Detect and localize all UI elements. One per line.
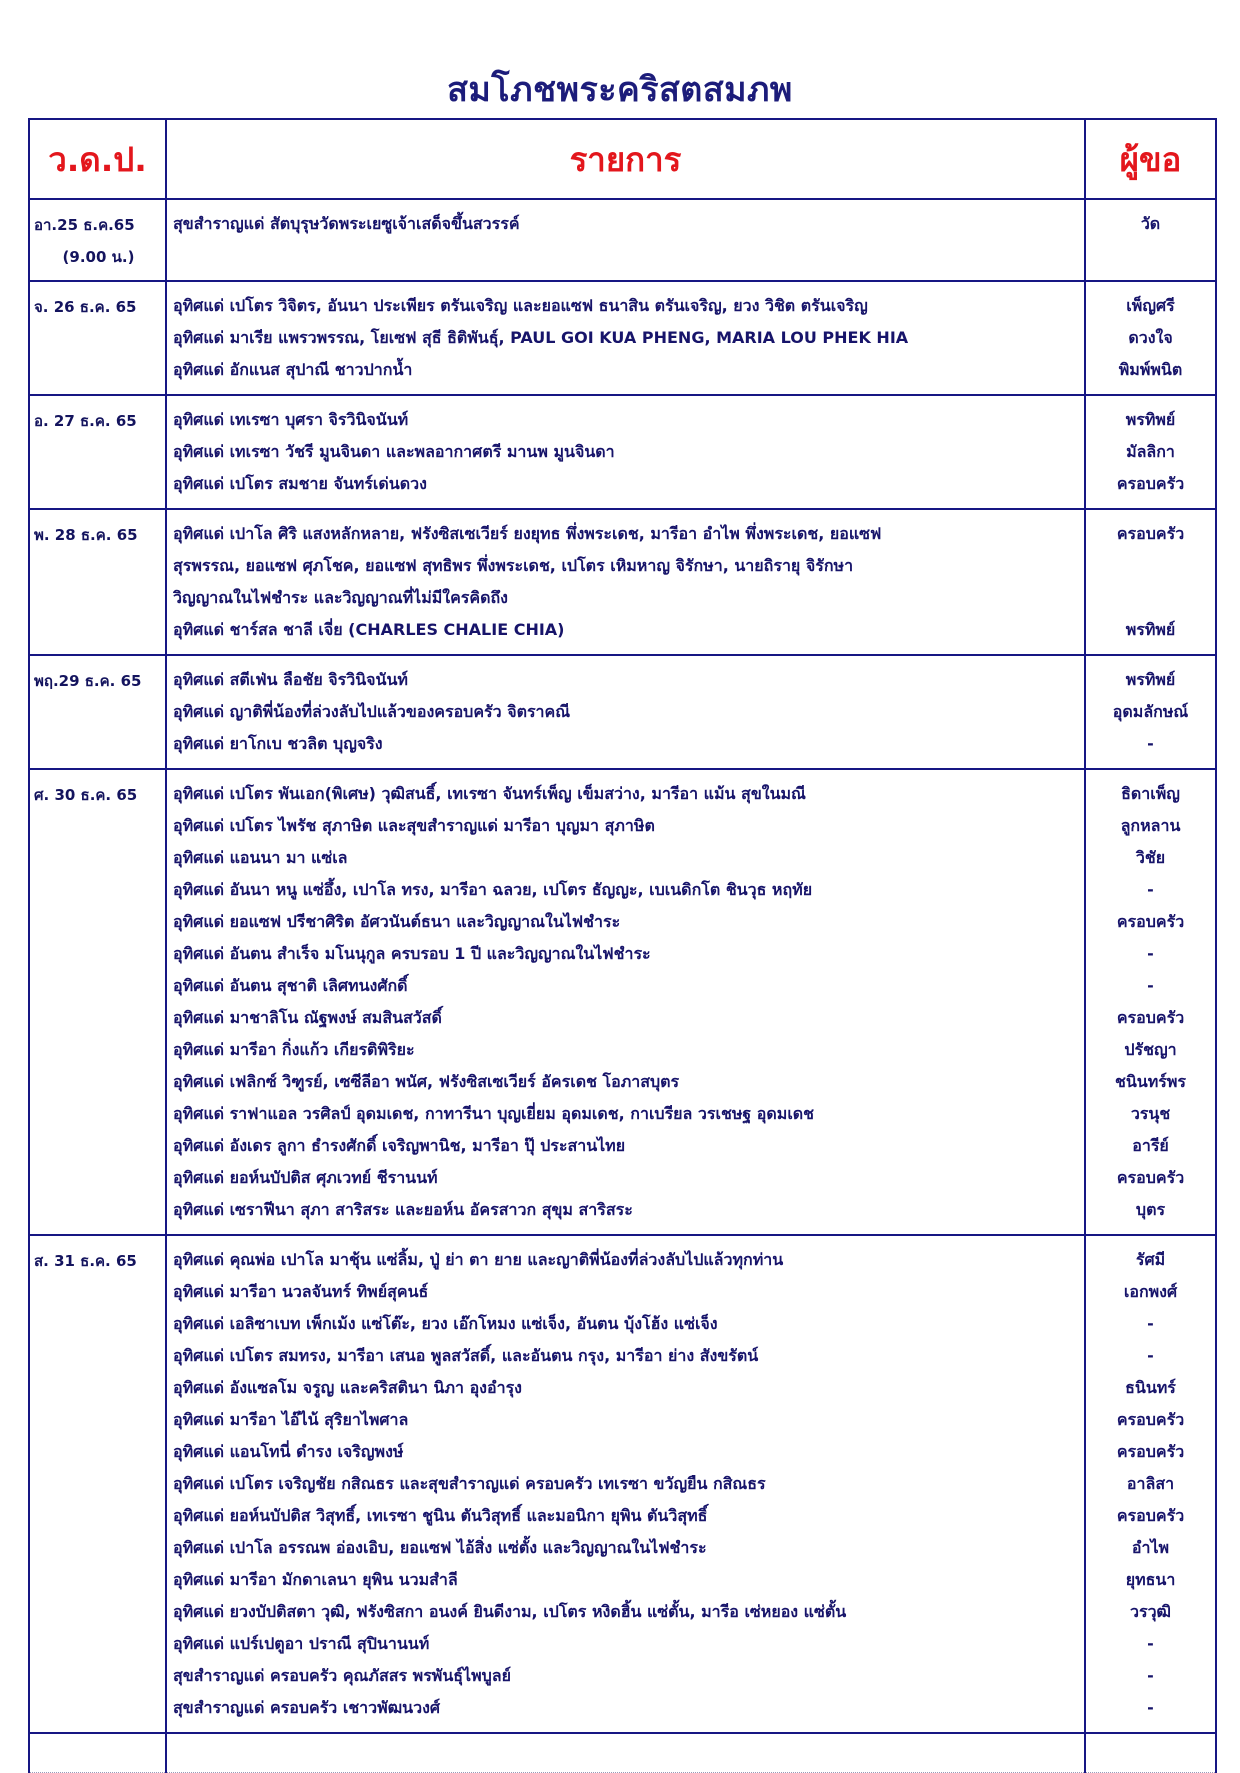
intention-line: อุทิศแด่ ยอห์นบัปติส วิสุทธิ์, เทเรซา ชูนิน ตันวิสุทธิ์ และมอนิกา ยุพิน ตันวิสุทธิ์ bbox=[173, 1506, 708, 1525]
intention-line: อุทิศแด่ สตีเฟ่น ลือชัย จิรวินิจนันท์ bbox=[173, 670, 408, 689]
intention-line: อุทิศแด่ เปาโล ศิริ แสงหลักหลาย, ฟรังซิสเซเวียร์ ยงยุทธ พึ่งพระเดช, มารีอา อำไพ พึ่งพระเดช, ยอแซฟ bbox=[173, 524, 882, 543]
row-requesters bbox=[1085, 395, 1216, 509]
empty-cell bbox=[29, 1733, 166, 1773]
requester-name: - bbox=[1147, 1314, 1154, 1333]
requester-name: อาลิสา bbox=[1126, 1474, 1175, 1493]
intention-line: อุทิศแด่ แอนโทนี่ ดำรง เจริญพงษ์ bbox=[173, 1442, 404, 1461]
requester-name: - bbox=[1147, 1666, 1154, 1685]
intention-line: สุรพรรณ, ยอแซฟ ศุภโชค, ยอแซฟ สุทธิพร พึ่งพระเดช, เปโตร เหิมหาญ จิรักษา, นายถิรายุ จิรักษา bbox=[173, 556, 854, 575]
date-time-text: (9.00 น.) bbox=[62, 248, 135, 266]
requester-name: ยุทธนา bbox=[1125, 1570, 1176, 1589]
intention-line: อุทิศแด่ คุณพ่อ เปาโล มาชุ้น แซ่ลิ้ม, ปู่ ย่า ตา ยาย และญาติพี่น้องที่ล่วงลับไปแล้วทุกท่าน bbox=[173, 1250, 784, 1269]
row-requesters bbox=[1085, 769, 1216, 1235]
row-items bbox=[166, 655, 1085, 769]
date-text: จ. 26 ธ.ค. 65 bbox=[34, 298, 137, 316]
requester-name: ครอบครัว bbox=[1116, 1008, 1185, 1027]
row-requesters bbox=[1085, 281, 1216, 395]
intention-line: อุทิศแด่ เปโตร พันเอก(พิเศษ) วุฒิสนธิ์, เทเรซา จันทร์เพ็ญ เข็มสว่าง, มารีอา แม้น สุขในมณี bbox=[173, 784, 806, 803]
requester-name: วัด bbox=[1140, 214, 1161, 233]
requester-name: - bbox=[1147, 1346, 1154, 1365]
requester-name: อุดมลักษณ์ bbox=[1112, 702, 1189, 721]
intention-line: อุทิศแด่ อันตน สุชาติ เลิศทนงศักดิ์ bbox=[173, 976, 408, 995]
intention-line: อุทิศแด่ อันนา หนู แซ่อึ้ง, เปาโล ทรง, มารีอา ฉลวย, เปโตร ธัญญะ, เบเนดิกโต ชินวุธ หฤทัย bbox=[173, 880, 813, 899]
intention-line: อุทิศแด่ เปโตร ไพรัช สุภาษิต และสุขสำราญแด่ มารีอา บุญมา สุภาษิต bbox=[173, 816, 655, 835]
table-header-row bbox=[29, 119, 1216, 199]
intention-line: อุทิศแด่ ยอแซฟ ปรีชาศิริต อัศวนันต์ธนา และวิญญาณในไฟชำระ bbox=[173, 912, 621, 931]
row-date bbox=[29, 769, 166, 1235]
intention-line: อุทิศแด่ เอลิซาเบท เพ็กเม้ง แซ่โต๊ะ, ยวง เอ๊กโหมง แซ่เจ็ง, อันตน บุ้งโฮ้ง แซ่เจ็ง bbox=[173, 1314, 718, 1333]
intention-line: อุทิศแด่ ยวงบัปติสตา วุฒิ, ฟรังซิสกา อนงค์ ยินดีงาม, เปโตร หงิดฮิ้น แซ่ตั้น, มารีอ เซ่หยอง แซ่ตั้น bbox=[173, 1602, 847, 1621]
intention-line: อุทิศแด่ อังเดร ลูกา ธำรงศักดิ์ เจริญพานิช, มารีอา ปุ๊ ประสานไทย bbox=[173, 1136, 626, 1155]
requester-name: พิมพ์พนิต bbox=[1118, 360, 1183, 379]
intention-line: อุทิศแด่ เปโตร วิจิตร, อันนา ประเพียร ตรันเจริญ และยอแซฟ ธนาสิน ตรันเจริญ, ยวง วิชิต ตรันเจริญ bbox=[173, 296, 868, 315]
row-date bbox=[29, 281, 166, 395]
requester-name: ครอบครัว bbox=[1116, 1506, 1185, 1525]
date-text: อา.25 ธ.ค.65 bbox=[34, 216, 135, 234]
requester-name: ครอบครัว bbox=[1116, 1442, 1185, 1461]
intention-line: อุทิศแด่ ชาร์สล ชาลี เจี่ย (CHARLES CHALIE CHIA) bbox=[173, 620, 565, 639]
intention-line: อุทิศแด่ เทเรซา บุศรา จิรวินิจนันท์ bbox=[173, 410, 409, 429]
intention-line: อุทิศแด่ ยาโกเบ ชวลิต บุญจริง bbox=[173, 734, 383, 753]
intention-line: อุทิศแด่ อักแนส สุปาณี ชาวปากน้ำ bbox=[173, 360, 413, 379]
row-requesters bbox=[1085, 655, 1216, 769]
intention-line: อุทิศแด่ ญาติพี่น้องที่ล่วงลับไปแล้วของครอบครัว จิตราคณี bbox=[173, 702, 571, 721]
row-items bbox=[166, 395, 1085, 509]
intention-line: อุทิศแด่ เปาโล อรรณพ อ่องเอิบ, ยอแซฟ ไอ้สิ่ง แซ่ตั้ง และวิญญาณในไฟชำระ bbox=[173, 1538, 707, 1557]
intention-line: อุทิศแด่ เซราฟีนา สุภา สาริสระ และยอห์น อัครสาวก สุขุม สาริสระ bbox=[173, 1200, 633, 1219]
row-items bbox=[166, 199, 1085, 281]
intention-line: อุทิศแด่ มารีอา มักดาเลนา ยุพิน นวมสำลี bbox=[173, 1570, 458, 1589]
row-items bbox=[166, 509, 1085, 655]
requester-name: พรทิพย์ bbox=[1125, 620, 1176, 639]
intention-line: อุทิศแด่ มารีอา ไอ๊ไน้ สุริยาไพศาล bbox=[173, 1410, 409, 1429]
mass-intentions-table bbox=[28, 118, 1217, 1773]
requester-name bbox=[1086, 582, 1215, 614]
requester-name: วรนุช bbox=[1130, 1104, 1171, 1123]
row-items bbox=[166, 769, 1085, 1235]
intention-line: อุทิศแด่ เฟลิกซ์ วิฑูรย์, เซซีลีอา พนัศ, ฟรังซิสเซเวียร์ อัครเดช โอภาสบุตร bbox=[173, 1072, 680, 1091]
intention-line: วิญญาณในไฟชำระ และวิญญาณที่ไม่มีใครคิดถึง bbox=[173, 588, 508, 607]
empty-cell bbox=[166, 1733, 1085, 1773]
row-items bbox=[166, 281, 1085, 395]
table-row bbox=[29, 199, 1216, 281]
table-row bbox=[29, 1235, 1216, 1733]
requester-name: ครอบครัว bbox=[1116, 474, 1185, 493]
row-date bbox=[29, 199, 166, 281]
requester-name: เอกพงศ์ bbox=[1123, 1282, 1178, 1301]
table-body bbox=[29, 199, 1216, 1773]
requester-name: อารีย์ bbox=[1132, 1136, 1169, 1155]
requester-name: วรวุฒิ bbox=[1129, 1602, 1171, 1621]
row-date bbox=[29, 655, 166, 769]
row-items bbox=[166, 1235, 1085, 1733]
requester-name: ธิดาเพ็ญ bbox=[1121, 784, 1180, 803]
intention-line: อุทิศแด่ เทเรซา วัชรี มูนจินดา และพลอากาศตรี มานพ มูนจินดา bbox=[173, 442, 615, 461]
requester-name: บุตร bbox=[1135, 1200, 1166, 1219]
intention-line: อุทิศแด่ มาชาลิโน ณัฐพงษ์ สมสินสวัสดิ์ bbox=[173, 1008, 442, 1027]
empty-row bbox=[29, 1733, 1216, 1773]
requester-name: ครอบครัว bbox=[1116, 1168, 1185, 1187]
blank-line bbox=[173, 240, 1084, 272]
intention-line: สุขสำราญแด่ ครอบครัว คุณภัสสร พรพันธุ์ไพบูลย์ bbox=[173, 1666, 511, 1685]
requester-name: เพ็ญศรี bbox=[1126, 296, 1175, 315]
requester-name: ดวงใจ bbox=[1128, 328, 1173, 347]
requester-name: อำไพ bbox=[1131, 1538, 1170, 1557]
intention-line: อุทิศแด่ มารีอา กิ่งแก้ว เกียรติพิริยะ bbox=[173, 1040, 415, 1059]
requester-name: มัลลิกา bbox=[1126, 442, 1175, 461]
header-item: รายการ bbox=[166, 119, 1085, 199]
page-title: สมโภชพระคริสตสมภพ bbox=[447, 70, 793, 110]
date-text: ส. 31 ธ.ค. 65 bbox=[34, 1252, 137, 1270]
requester-name bbox=[1086, 550, 1215, 582]
intention-line: สุขสำราญแด่ ครอบครัว เชาวพัฒนวงศ์ bbox=[173, 1698, 441, 1717]
requester-name: - bbox=[1147, 1698, 1154, 1717]
requester-name: - bbox=[1147, 944, 1154, 963]
empty-cell bbox=[1085, 1733, 1216, 1773]
intention-line: สุขสำราญแด่ สัตบุรุษวัดพระเยซูเจ้าเสด็จขึ้นสวรรค์ bbox=[173, 214, 520, 233]
row-date bbox=[29, 395, 166, 509]
requester-name: พรทิพย์ bbox=[1125, 670, 1176, 689]
intention-line: อุทิศแด่ อังแซลโม จรูญ และคริสตินา นิภา อุงอำรุง bbox=[173, 1378, 522, 1397]
requester-name: ชนินทร์พร bbox=[1114, 1072, 1186, 1091]
requester-name: รัศมี bbox=[1135, 1250, 1166, 1269]
header-requester: ผู้ขอ bbox=[1085, 119, 1216, 199]
intention-line: อุทิศแด่ แอนนา มา แซ่เล bbox=[173, 848, 348, 867]
requester-name: - bbox=[1147, 880, 1154, 899]
requester-name: - bbox=[1147, 976, 1154, 995]
intention-line: อุทิศแด่ เปโตร สมชาย จันทร์เด่นดวง bbox=[173, 474, 427, 493]
table-row bbox=[29, 509, 1216, 655]
requester-name: วิชัย bbox=[1135, 848, 1166, 867]
row-requesters bbox=[1085, 199, 1216, 281]
requester-name: ครอบครัว bbox=[1116, 524, 1185, 543]
row-date bbox=[29, 1235, 166, 1733]
table-row bbox=[29, 395, 1216, 509]
table-row bbox=[29, 769, 1216, 1235]
intention-line: อุทิศแด่ ราฟาแอล วรศิลป์ อุดมเดช, กาทารีนา บุญเยี่ยม อุดมเดช, กาเบรียล วรเชษฐ อุดมเดช bbox=[173, 1104, 815, 1123]
requester-name: ครอบครัว bbox=[1116, 912, 1185, 931]
row-date bbox=[29, 509, 166, 655]
row-requesters bbox=[1085, 1235, 1216, 1733]
intention-line: อุทิศแด่ มาเรีย แพรวพรรณ, โยเซฟ สุธี ธิติพันธุ์, PAUL GOI KUA PHENG, MARIA LOU PHEK HIA bbox=[173, 328, 909, 347]
requester-name: - bbox=[1147, 734, 1154, 753]
intention-line: อุทิศแด่ ยอห์นบัปติส ศุภเวทย์ ชีรานนท์ bbox=[173, 1168, 438, 1187]
date-text: พ. 28 ธ.ค. 65 bbox=[34, 526, 138, 544]
intention-line: อุทิศแด่ อันตน สำเร็จ มโนนุกูล ครบรอบ 1 ปี และวิญญาณในไฟชำระ bbox=[173, 944, 651, 963]
intention-line: อุทิศแด่ เปโตร สมทรง, มารีอา เสนอ พูลสวัสดิ์, และอันตน กรุง, มารีอา ย่าง สังขรัตน์ bbox=[173, 1346, 759, 1365]
requester-name: - bbox=[1147, 1634, 1154, 1653]
table-row bbox=[29, 655, 1216, 769]
requester-name: พรทิพย์ bbox=[1125, 410, 1176, 429]
intention-line: อุทิศแด่ เปโตร เจริญชัย กสิณธร และสุขสำราญแด่ ครอบครัว เทเรซา ขวัญยืน กสิณธร bbox=[173, 1474, 766, 1493]
date-text: พฤ.29 ธ.ค. 65 bbox=[34, 672, 142, 690]
requester-name: ครอบครัว bbox=[1116, 1410, 1185, 1429]
intention-line: อุทิศแด่ มารีอา นวลจันทร์ ทิพย์สุคนธ์ bbox=[173, 1282, 429, 1301]
header-date: ว.ด.ป. bbox=[29, 119, 166, 199]
requester-name: ลูกหลาน bbox=[1120, 816, 1181, 835]
date-text: อ. 27 ธ.ค. 65 bbox=[34, 412, 137, 430]
requester-name: ปรัชญา bbox=[1124, 1040, 1177, 1059]
row-requesters bbox=[1085, 509, 1216, 655]
intention-line: อุทิศแด่ แปร์เปตูอา ปราณี สุปินานนท์ bbox=[173, 1634, 430, 1653]
requester-name: ธนินทร์ bbox=[1125, 1378, 1176, 1397]
date-text: ศ. 30 ธ.ค. 65 bbox=[34, 786, 138, 804]
table-row bbox=[29, 281, 1216, 395]
